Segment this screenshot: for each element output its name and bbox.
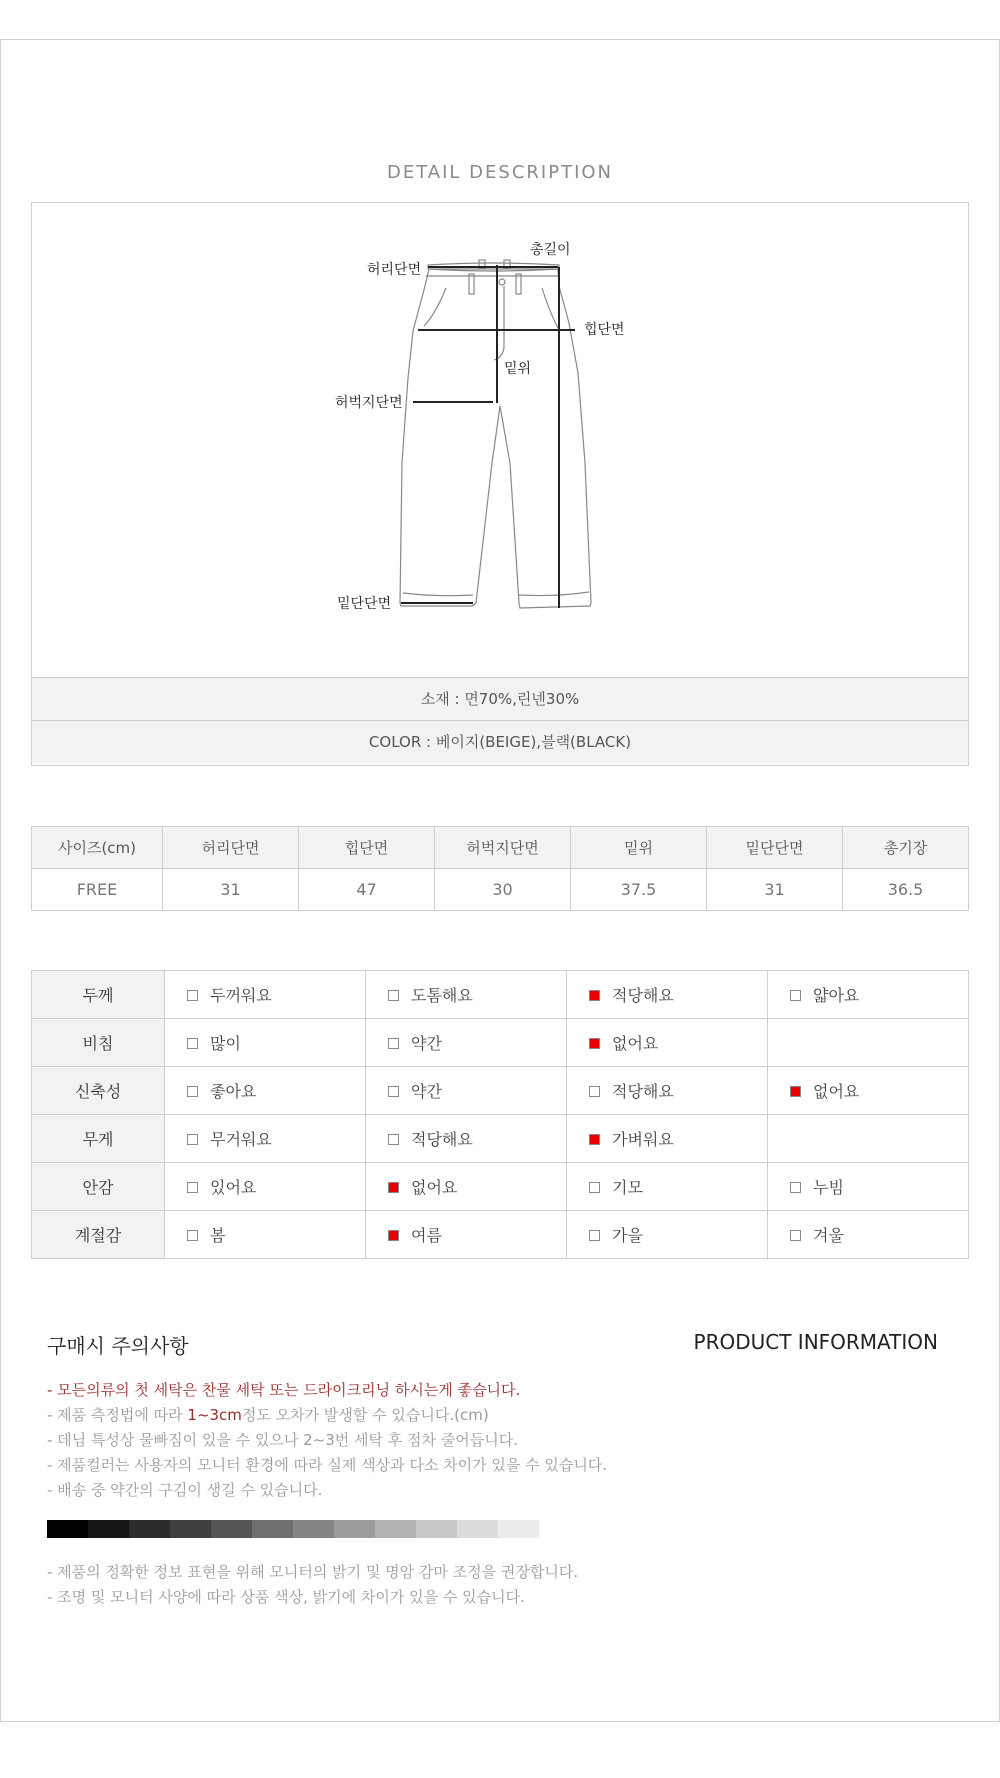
attribute-option-cell bbox=[768, 1211, 969, 1259]
attribute-label: 두께 bbox=[32, 971, 165, 1019]
fabric-attribute-table bbox=[31, 970, 969, 1259]
material-info: 소재 : 면70%,린넨30% bbox=[32, 677, 968, 720]
notice-line: - 모든의류의 첫 세탁은 찬물 세탁 또는 드라이크리닝 하시는게 좋습니다. bbox=[47, 1381, 521, 1399]
gray-swatch-cell bbox=[457, 1520, 498, 1538]
attribute-option-cell bbox=[768, 1067, 969, 1115]
label-hem: 밑단단면 bbox=[337, 596, 392, 612]
unchecked-box-icon bbox=[790, 1230, 801, 1241]
unchecked-box-icon bbox=[187, 1086, 198, 1097]
attribute-option-label: 약간 bbox=[411, 1034, 442, 1053]
attribute-option-cell bbox=[165, 1163, 366, 1211]
size-cell: 47 bbox=[299, 869, 435, 911]
unchecked-box-icon bbox=[589, 1230, 600, 1241]
attribute-option-label: 무거워요 bbox=[210, 1130, 272, 1149]
notice-text: 정도 오차가 발생할 수 있습니다.(cm) bbox=[241, 1406, 489, 1424]
gray-swatch-cell bbox=[88, 1520, 129, 1538]
attribute-option-cell bbox=[567, 1019, 768, 1067]
size-table-header bbox=[32, 827, 969, 869]
size-table bbox=[31, 826, 969, 911]
table-row bbox=[32, 1067, 969, 1115]
attribute-option-label: 없어요 bbox=[612, 1034, 659, 1053]
checked-box-icon bbox=[388, 1230, 399, 1241]
size-cell: 36.5 bbox=[843, 869, 969, 911]
attribute-label: 안감 bbox=[32, 1163, 165, 1211]
unchecked-box-icon bbox=[589, 1086, 600, 1097]
label-waist: 허리단면 bbox=[367, 262, 422, 278]
attribute-option-cell bbox=[165, 1211, 366, 1259]
pants-size-diagram bbox=[32, 203, 968, 677]
notice-list bbox=[47, 1378, 607, 1503]
notice-text: - 제품 측정법에 따라 bbox=[47, 1406, 188, 1424]
notice-line: - 제품컬러는 사용자의 모니터 환경에 따라 실제 색상과 다소 차이가 있을 수 있습니다. bbox=[47, 1456, 608, 1474]
attribute-option-cell bbox=[366, 1019, 567, 1067]
product-information-heading: PRODUCT INFORMATION bbox=[693, 1330, 938, 1354]
attribute-option-cell bbox=[165, 1067, 366, 1115]
gray-swatch-cell bbox=[129, 1520, 170, 1538]
monitor-notice-list bbox=[47, 1560, 578, 1610]
attribute-option-cell bbox=[567, 1211, 768, 1259]
size-cell: 31 bbox=[163, 869, 299, 911]
attribute-option-cell bbox=[768, 971, 969, 1019]
gray-swatch-cell bbox=[375, 1520, 416, 1538]
attribute-option-label: 적당해요 bbox=[612, 986, 674, 1005]
attribute-option-label: 봄 bbox=[210, 1226, 226, 1245]
attribute-option-cell bbox=[366, 1115, 567, 1163]
size-header-cell: 총기장 bbox=[843, 827, 969, 869]
unchecked-box-icon bbox=[187, 1038, 198, 1049]
attribute-option-label: 누빔 bbox=[813, 1178, 844, 1197]
unchecked-box-icon bbox=[589, 1182, 600, 1193]
unchecked-box-icon bbox=[388, 990, 399, 1001]
pants-illustration bbox=[400, 260, 591, 608]
gray-swatch-cell bbox=[334, 1520, 375, 1538]
attribute-option-label: 약간 bbox=[411, 1082, 442, 1101]
label-hip: 힙단면 bbox=[584, 322, 625, 338]
attribute-option-cell bbox=[165, 971, 366, 1019]
attribute-option-cell bbox=[768, 1163, 969, 1211]
size-header-cell: 밑단단면 bbox=[707, 827, 843, 869]
size-header-cell: 밑위 bbox=[571, 827, 707, 869]
label-total-length: 총길이 bbox=[530, 242, 571, 258]
section-title: DETAIL DESCRIPTION bbox=[386, 162, 614, 183]
unchecked-box-icon bbox=[187, 1182, 198, 1193]
attribute-option-label: 두꺼워요 bbox=[210, 986, 272, 1005]
gray-swatch-cell bbox=[498, 1520, 539, 1538]
attribute-option-cell bbox=[366, 1211, 567, 1259]
unchecked-box-icon bbox=[388, 1086, 399, 1097]
detail-box bbox=[31, 202, 969, 766]
gray-swatch-cell bbox=[252, 1520, 293, 1538]
size-cell: FREE bbox=[32, 869, 163, 911]
notice-line: - 데님 특성상 물빠짐이 있을 수 있으나 2~3번 세탁 후 점차 줄어듭니다. bbox=[47, 1431, 519, 1449]
size-header-cell: 허리단면 bbox=[163, 827, 299, 869]
label-rise: 밑위 bbox=[504, 361, 532, 377]
color-info: COLOR : 베이지(BEIGE),블랙(BLACK) bbox=[32, 720, 968, 763]
attribute-option-cell bbox=[567, 1163, 768, 1211]
attribute-option-label: 적당해요 bbox=[411, 1130, 473, 1149]
size-header-cell: 허벅지단면 bbox=[435, 827, 571, 869]
attribute-option-cell bbox=[366, 1067, 567, 1115]
measure-lines bbox=[401, 265, 575, 608]
attribute-option-label: 겨울 bbox=[813, 1226, 844, 1245]
unchecked-box-icon bbox=[388, 1134, 399, 1145]
notice-title: 구매시 주의사항 bbox=[47, 1334, 189, 1358]
attribute-option-cell bbox=[366, 1163, 567, 1211]
attribute-option-cell bbox=[768, 1115, 969, 1163]
attribute-option-label: 얇아요 bbox=[813, 986, 860, 1005]
attribute-option-label: 가을 bbox=[612, 1226, 643, 1245]
checked-box-icon bbox=[388, 1182, 399, 1193]
attribute-label: 계절감 bbox=[32, 1211, 165, 1259]
size-cell: 31 bbox=[707, 869, 843, 911]
table-row bbox=[32, 869, 969, 911]
attribute-option-label: 좋아요 bbox=[210, 1082, 257, 1101]
unchecked-box-icon bbox=[187, 1134, 198, 1145]
size-cell: 37.5 bbox=[571, 869, 707, 911]
attribute-option-label: 도톰해요 bbox=[411, 986, 473, 1005]
attribute-option-label: 없어요 bbox=[813, 1082, 860, 1101]
attribute-option-label: 많이 bbox=[210, 1034, 241, 1053]
unchecked-box-icon bbox=[187, 990, 198, 1001]
attribute-option-cell bbox=[768, 1019, 969, 1067]
table-row bbox=[32, 1163, 969, 1211]
table-row bbox=[32, 1211, 969, 1259]
notice-line: - 배송 중 약간의 구김이 생길 수 있습니다. bbox=[47, 1481, 323, 1499]
unchecked-box-icon bbox=[187, 1230, 198, 1241]
unchecked-box-icon bbox=[790, 990, 801, 1001]
label-thigh: 허벅지단면 bbox=[335, 395, 403, 411]
attribute-option-cell bbox=[165, 1019, 366, 1067]
checked-box-icon bbox=[589, 990, 600, 1001]
unchecked-box-icon bbox=[790, 1182, 801, 1193]
attribute-label: 무게 bbox=[32, 1115, 165, 1163]
attribute-option-label: 가벼워요 bbox=[612, 1130, 674, 1149]
attribute-option-cell bbox=[567, 971, 768, 1019]
notice-highlight: 1~3cm bbox=[187, 1406, 242, 1424]
checked-box-icon bbox=[589, 1134, 600, 1145]
notice-line: - 제품의 정확한 정보 표현을 위해 모니터의 밝기 및 명암 감마 조정을 권장합니다. bbox=[47, 1563, 579, 1581]
attribute-option-cell bbox=[567, 1115, 768, 1163]
attribute-label: 신축성 bbox=[32, 1067, 165, 1115]
attribute-rows bbox=[32, 971, 969, 1259]
attribute-option-cell bbox=[366, 971, 567, 1019]
notice-line bbox=[47, 1403, 607, 1428]
unchecked-box-icon bbox=[388, 1038, 399, 1049]
attribute-option-cell bbox=[567, 1067, 768, 1115]
gray-swatch-cell bbox=[293, 1520, 334, 1538]
attribute-option-label: 여름 bbox=[411, 1226, 442, 1245]
checked-box-icon bbox=[589, 1038, 600, 1049]
attribute-label: 비침 bbox=[32, 1019, 165, 1067]
table-row bbox=[32, 1115, 969, 1163]
attribute-option-label: 기모 bbox=[612, 1178, 643, 1197]
monitor-gray-swatch bbox=[47, 1520, 539, 1538]
checked-box-icon bbox=[790, 1086, 801, 1097]
table-row bbox=[32, 971, 969, 1019]
gray-swatch-cell bbox=[170, 1520, 211, 1538]
attribute-option-label: 있어요 bbox=[210, 1178, 257, 1197]
attribute-option-label: 없어요 bbox=[411, 1178, 458, 1197]
gray-swatch-cell bbox=[211, 1520, 252, 1538]
gray-swatch-cell bbox=[47, 1520, 88, 1538]
size-header-cell: 사이즈(cm) bbox=[32, 827, 163, 869]
size-header-cell: 힙단면 bbox=[299, 827, 435, 869]
notice-line: - 조명 및 모니터 사양에 따라 상품 색상, 밝기에 차이가 있을 수 있습니다. bbox=[47, 1588, 525, 1606]
attribute-option-label: 적당해요 bbox=[612, 1082, 674, 1101]
table-row bbox=[32, 1019, 969, 1067]
size-cell: 30 bbox=[435, 869, 571, 911]
attribute-option-cell bbox=[165, 1115, 366, 1163]
gray-swatch-cell bbox=[416, 1520, 457, 1538]
